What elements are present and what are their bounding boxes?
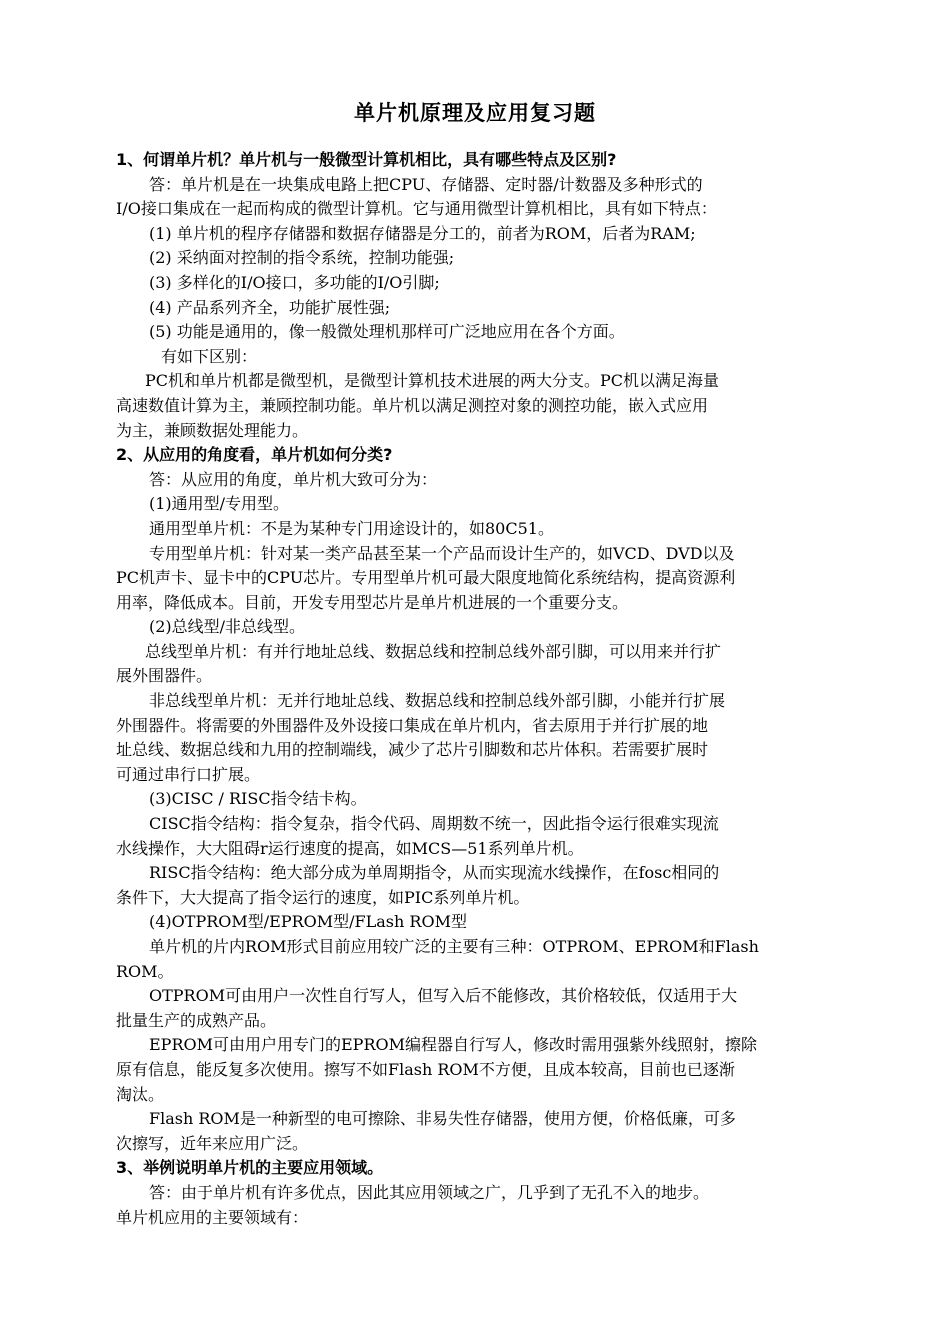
text-line: (1)通用型/专用型。 <box>149 494 290 514</box>
text-line: 有如下区别： <box>161 346 258 366</box>
text-line: (4) 产品系列齐全，功能扩展性强; <box>149 297 391 317</box>
text-line: I/O接口集成在一起而构成的微型计算机。它与通用微型计算机相比，具有如下特点： <box>116 199 717 219</box>
text-line: (4)OTPROM型/EPROM型/FLash ROM型 <box>149 912 467 932</box>
text-line: ROM。 <box>116 961 174 981</box>
question-heading: 1、何谓单片机？单片机与一般微型计算机相比，具有哪些特点及区别? <box>116 150 617 169</box>
text-line: Flash ROM是一种新型的电可擦除、非易失性存储器，使用方便，价格低廉，可多 <box>149 1109 736 1129</box>
text-line: 答：单片机是在一块集成电路上把CPU、存储器、定时器/计数器及多种形式的 <box>149 174 703 194</box>
text-line: CISC指令结构：指令复杂，指令代码、周期数不统一，因此指令运行很难实现流 <box>149 814 719 834</box>
text-line: PC机声卡、显卡中的CPU芯片。专用型单片机可最大限度地简化系统结构，提高资源利 <box>116 568 736 588</box>
text-line: 水线操作，大大阻碍r运行速度的提高，如MCS—51系列单片机。 <box>116 838 584 858</box>
text-line: 用率，降低成本。目前，开发专用型芯片是单片机进展的一个重要分支。 <box>116 592 629 612</box>
text-line: 条件下，大大提高了指令运行的速度，如PIC系列单片机。 <box>116 887 530 907</box>
text-line: 单片机的片内ROM形式目前应用较广泛的主要有三种：OTPROM、EPROM和Flash <box>149 937 759 956</box>
question-heading: 3、举例说明单片机的主要应用领域。 <box>116 1158 384 1178</box>
text-line: (5) 功能是通用的，像一般微处理机那样可广泛地应用在各个方面。 <box>149 322 625 342</box>
text-line: 外围器件。将需要的外围器件及外设接口集成在单片机内，省去原用于并行扩展的地 <box>116 715 709 735</box>
text-line: 址总线、数据总线和九用的控制端线，减少了芯片引脚数和芯片体积。若需要扩展时 <box>116 740 709 760</box>
text-line: (3)CISC / RISC指令结卡构。 <box>149 789 367 809</box>
text-line: 原有信息，能反复多次使用。擦写不如Flash ROM不方便，且成本较高，目前也已逐渐 <box>116 1059 735 1079</box>
text-line: 答：由于单片机有许多优点，因此其应用领域之广，几乎到了无孔不入的地步。 <box>149 1182 710 1202</box>
text-line: 答：从应用的角度，单片机大致可分为： <box>149 469 438 489</box>
text-line: (1) 单片机的程序存储器和数据存储器是分工的，前者为ROM，后者为RAM; <box>149 223 696 243</box>
text-line: 非总线型单片机：无并行地址总线、数据总线和控制总线外部引脚，小能并行扩展 <box>149 691 726 711</box>
text-line: 总线型单片机：有并行地址总线、数据总线和控制总线外部引脚，可以用来并行扩 <box>145 641 722 661</box>
text-line: 单片机应用的主要领域有： <box>116 1207 309 1227</box>
text-line: OTPROM可由用户一次性自行写人，但写入后不能修改，其价格较低，仅适用于大 <box>149 986 738 1006</box>
document-body <box>116 148 838 1230</box>
text-line: 次擦写，近年来应用广泛。 <box>116 1133 309 1153</box>
text-line: EPROM可由用户用专门的EPROM编程器自行写人，修改时需用强紫外线照射，擦除 <box>149 1035 757 1055</box>
text-line: (3) 多样化的I/O接口，多功能的I/O引脚; <box>149 272 440 292</box>
question-heading: 2、从应用的角度看，单片机如何分类? <box>116 445 393 465</box>
text-line: (2)总线型/非总线型。 <box>149 617 306 637</box>
text-line: 淘汰。 <box>116 1084 165 1104</box>
text-line: 批量生产的成熟产品。 <box>116 1010 277 1030</box>
text-line: 为主，兼顾数据处理能力。 <box>116 420 309 440</box>
text-line: (2) 采纳面对控制的指令系统，控制功能强; <box>149 248 455 268</box>
text-line: 可通过串行口扩展。 <box>116 764 261 784</box>
text-line: 专用型单片机：针对某一类产品甚至某一个产品而设计生产的，如VCD、DVD以及 <box>149 543 735 563</box>
text-line: PC机和单片机都是微型机，是微型计算机技术进展的两大分支。PC机以满足海量 <box>145 371 720 391</box>
page-title: 单片机原理及应用复习题 <box>354 101 596 125</box>
text-line: RISC指令结构：绝大部分成为单周期指令，从而实现流水线操作，在fosc相同的 <box>149 863 720 883</box>
text-line: 高速数值计算为主，兼顾控制功能。单片机以满足测控对象的测控功能，嵌入式应用 <box>116 395 709 415</box>
text-line: 展外围器件。 <box>116 666 213 686</box>
text-line: 通用型单片机：不是为某种专门用途设计的，如80C51。 <box>149 518 554 538</box>
